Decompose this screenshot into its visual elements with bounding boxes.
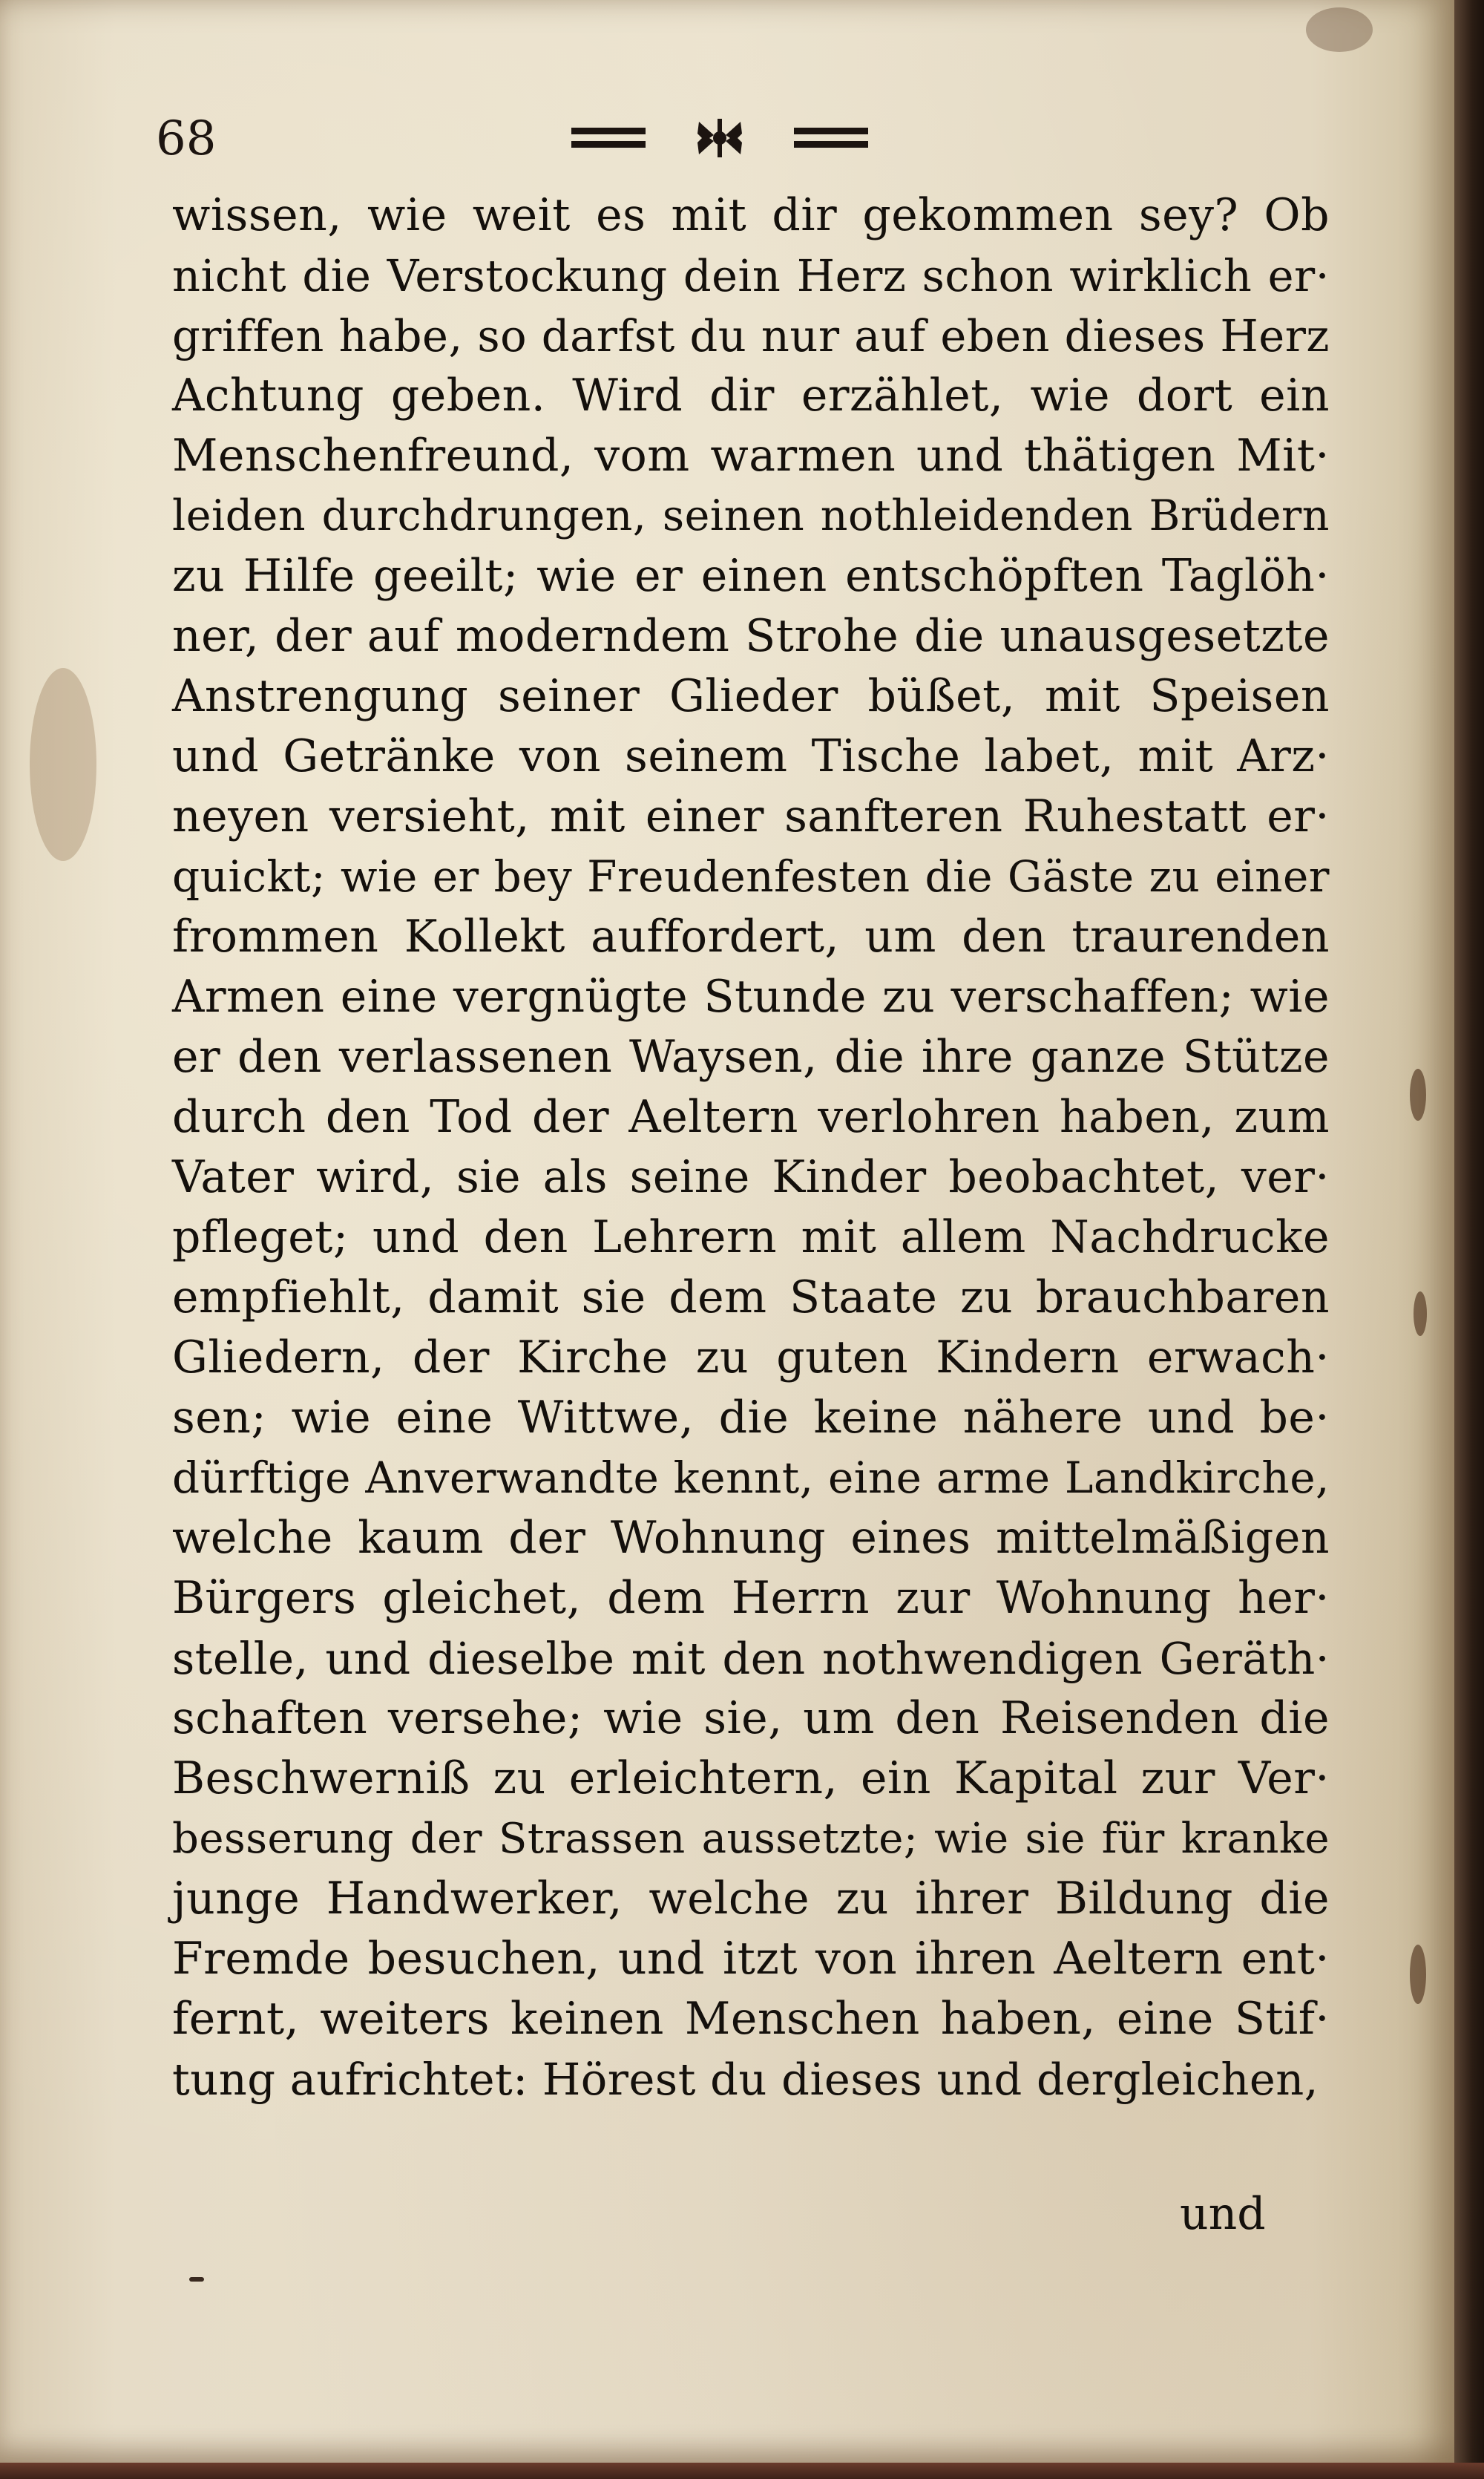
text-line: und Getränke von seinem Tische labet, mit Arz· [172,730,1330,782]
text-line: zu Hilfe geeilt; wie er einen entschöpften Taglöh· [172,550,1330,602]
book-spine [1454,0,1484,2479]
text-line: Achtung geben. Wird dir erzählet, wie dort ein [172,370,1330,422]
text-line: nicht die Verstockung dein Herz schon wirklich er· [172,250,1330,301]
paper-stain [1410,1069,1426,1121]
text-line: frommen Kollekt auffordert, um den traurenden [172,911,1330,963]
text-line: durch den Tod der Aeltern verlohren haben, zum [172,1091,1330,1143]
text-line: pfleget; und den Lehrern mit allem Nachdrucke [172,1211,1330,1263]
paper-stain [1414,1291,1427,1336]
text-line: empfiehlt, damit sie dem Staate zu brauchbaren [172,1271,1330,1323]
ink-mark [189,2277,204,2282]
body-text [172,186,1330,2109]
catchword: und [1180,2188,1266,2240]
text-line: fernt, weiters keinen Menschen haben, eine Stif· [172,1993,1330,2045]
text-line: schaften versehe; wie sie, um den Reisenden die [172,1692,1330,1744]
paper-stain [1306,7,1373,52]
text-line: Gliedern, der Kirche zu guten Kindern erwach· [172,1332,1330,1383]
header-ornament [571,117,868,162]
text-line: neyen versieht, mit einer sanfteren Ruhestatt er· [172,790,1330,842]
text-line: Bürgers gleichet, dem Herrn zur Wohnung her· [172,1572,1330,1624]
text-line: Armen eine vergnügte Stunde zu verschaffen; wie [172,971,1330,1023]
book-edge [0,2463,1484,2479]
text-line: leiden durchdrungen, seinen nothleidenden Brüdern [172,491,1330,540]
text-line: Anstrengung seiner Glieder büßet, mit Speisen [172,670,1330,722]
text-line: quickt; wie er bey Freudenfesten die Gäste zu einer [172,851,1330,902]
page-number: 68 [156,111,217,166]
paper-stain [30,668,96,861]
text-line: Vater wird, sie als seine Kinder beobachtet, ver· [172,1151,1330,1203]
text-line: sen; wie eine Wittwe, die keine nähere und be· [172,1392,1330,1444]
text-line: Beschwerniß zu erleichtern, ein Kapital zur Ver· [172,1752,1330,1804]
text-line: griffen habe, so darfst du nur auf eben dieses Herz [172,310,1330,361]
text-line: wissen, wie weit es mit dir gekommen sey? Ob [172,189,1330,241]
text-line: dürftige Anverwandte kennt, eine arme Landkirche, [172,1453,1330,1503]
text-line: besserung der Strassen aussetzte; wie sie für kranke [172,1815,1330,1863]
paper-stain [1410,1945,1426,2004]
text-line: er den verlassenen Waysen, die ihre ganze Stütze [172,1031,1330,1083]
text-line: Menschenfreund, vom warmen und thätigen Mit· [172,430,1330,482]
text-line: ner, der auf moderndem Strohe die unausgesetzte [172,610,1330,662]
text-line: tung aufrichtet: Hörest du dieses und dergleichen, [172,2054,1319,2105]
text-line: Fremde besuchen, und itzt von ihren Aeltern ent· [172,1933,1330,1985]
text-line: welche kaum der Wohnung eines mittelmäßigen [172,1512,1330,1564]
text-line: stelle, und dieselbe mit den nothwendigen Geräth· [172,1633,1330,1684]
text-line: junge Handwerker, welche zu ihrer Bildung die [172,1873,1330,1925]
